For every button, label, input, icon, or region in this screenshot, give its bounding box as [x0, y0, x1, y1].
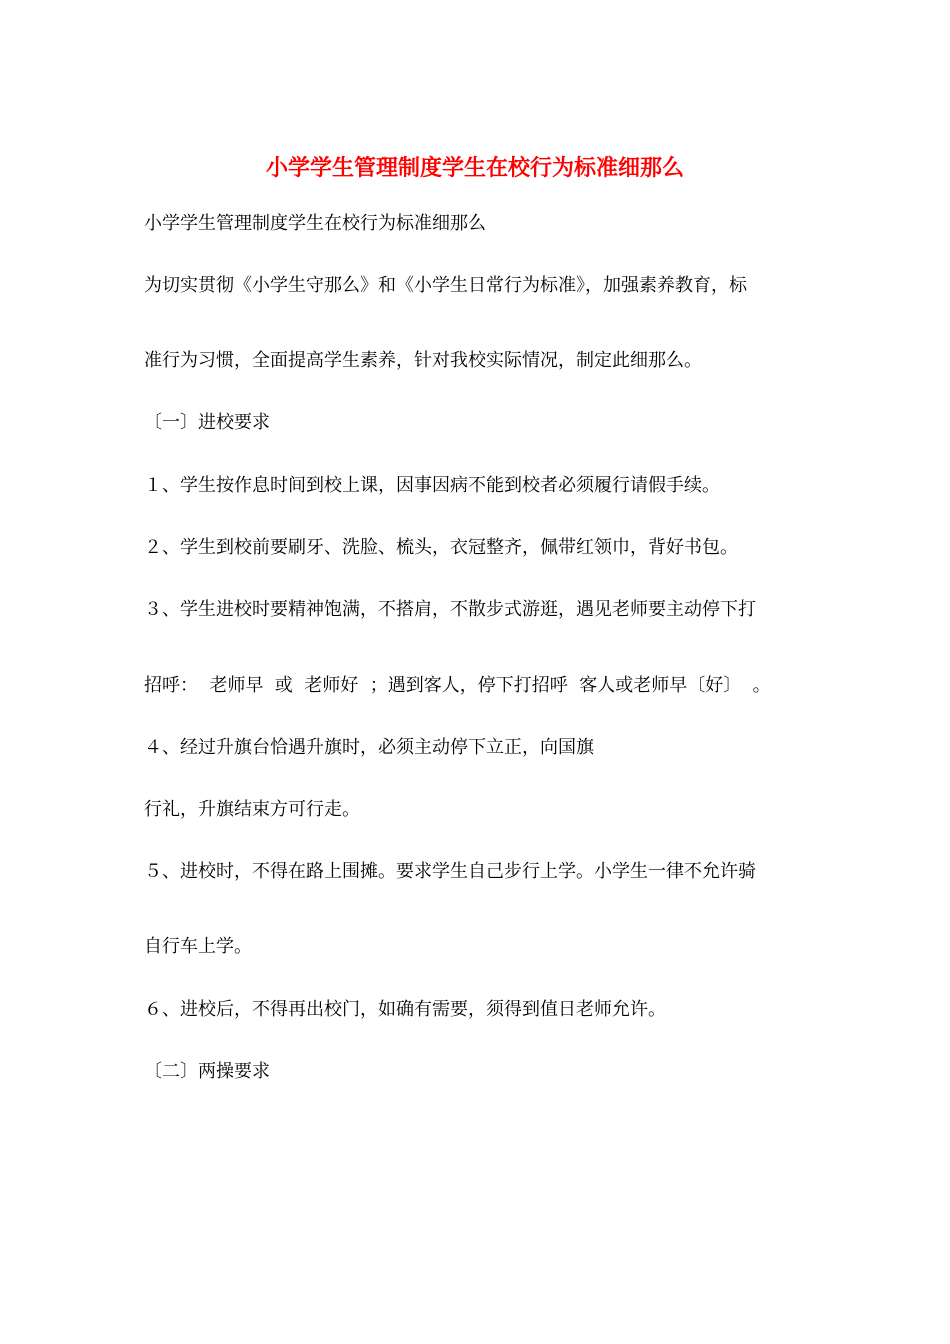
- rule-item-3-line-2: 招呼： 老师早 或 老师好 ；遇到客人，停下打招呼 客人或老师早〔好〕 。: [144, 675, 771, 696]
- rule-item-4-line-2: 行礼，升旗结束方可行走。: [144, 799, 360, 820]
- section-heading-entry-requirements: 〔一〕进校要求: [144, 412, 270, 433]
- document-title: 小学学生管理制度学生在校行为标准细那么: [265, 155, 684, 181]
- section-heading-exercise-requirements: 〔二〕两操要求: [144, 1061, 270, 1082]
- rule-item-6: ６、进校后，不得再出校门，如确有需要，须得到值日老师允许。: [144, 999, 666, 1020]
- rule-item-5-line-2: 自行车上学。: [144, 936, 252, 957]
- intro-line-1: 为切实贯彻《小学生守那么》和《小学生日常行为标准》，加强素养教育，标: [144, 275, 747, 296]
- rule-item-4-line-1: ４、经过升旗台恰遇升旗时，必须主动停下立正，向国旗: [144, 737, 594, 758]
- rule-item-5-line-1: ５、进校时，不得在路上围摊。要求学生自己步行上学。小学生一律不允许骑: [144, 861, 756, 882]
- intro-line-2: 准行为习惯，全面提高学生素养，针对我校实际情况，制定此细那么。: [144, 350, 702, 371]
- rule-item-3-line-1: ３、学生进校时要精神饱满，不搭肩，不散步式游逛，遇见老师要主动停下打: [144, 599, 756, 620]
- document-subtitle: 小学学生管理制度学生在校行为标准细那么: [144, 213, 486, 234]
- rule-item-2: ２、学生到校前要刷牙、洗脸、梳头，衣冠整齐，佩带红领巾，背好书包。: [144, 537, 738, 558]
- rule-item-1: １、学生按作息时间到校上课，因事因病不能到校者必须履行请假手续。: [144, 475, 720, 496]
